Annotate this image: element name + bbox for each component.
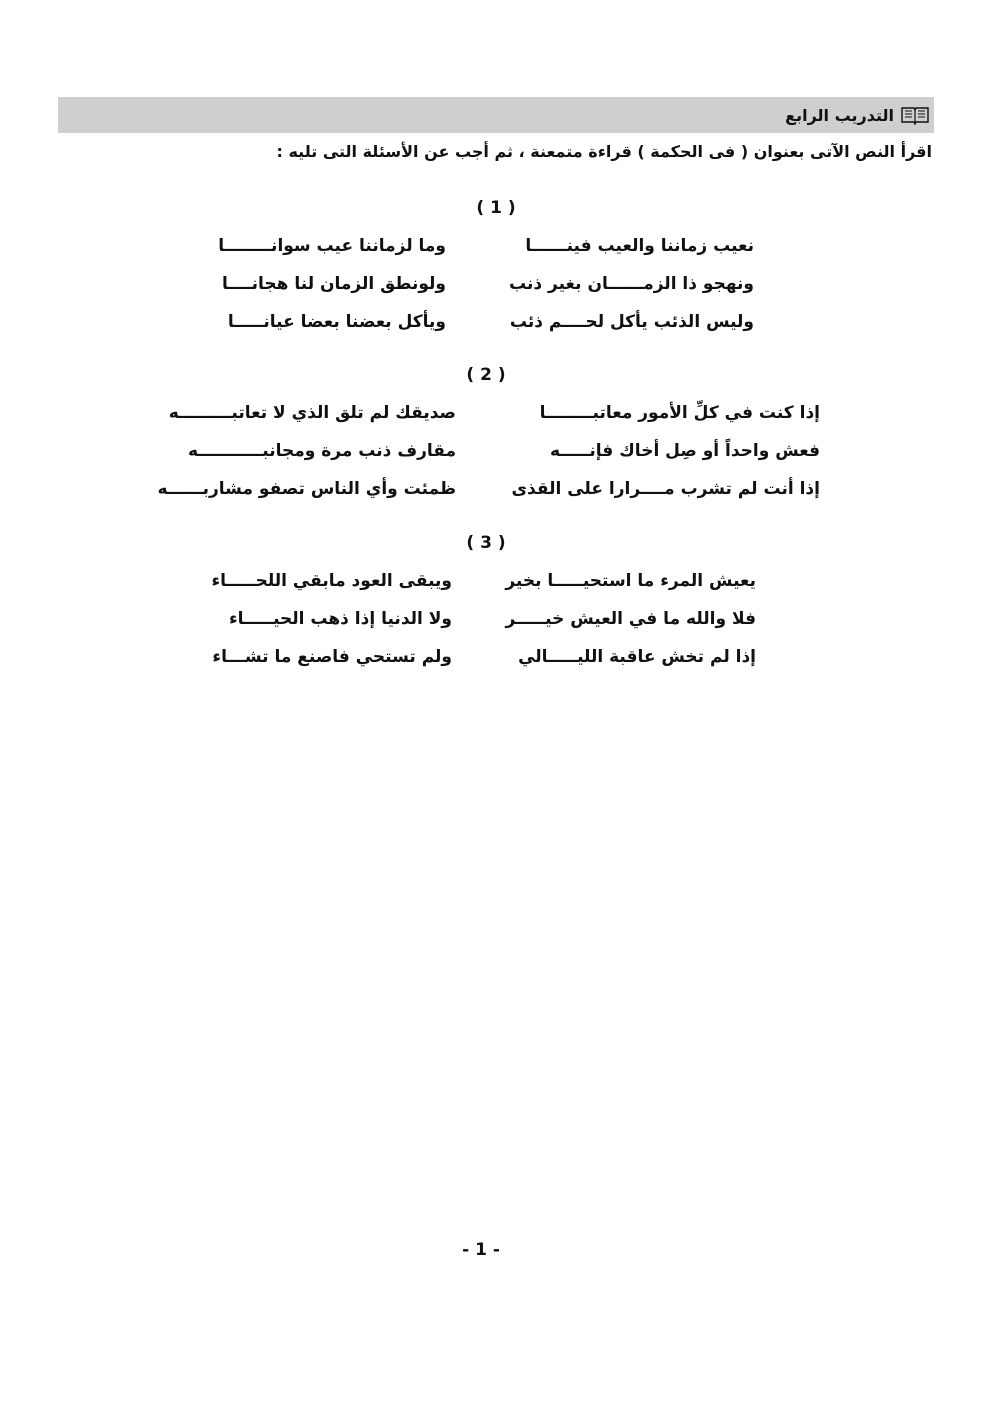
- verse-3-1-first: يعيش المرء ما استحيـــــا بخير: [505, 571, 756, 591]
- verse-3-3-first: إذا لم تخش عاقبة الليـــــالي: [518, 647, 756, 667]
- verse-1-2-first: ونهجو ذا الزمــــــان بغير ذنب: [509, 274, 754, 294]
- verse-1-1-second: وما لزماننا عيب سوانــــــــا: [218, 236, 446, 256]
- section-number-1: ( 1 ): [476, 198, 516, 218]
- verse-2-1-second: صديقك لم تلق الذي لا تعاتبـــــــــه: [168, 403, 456, 423]
- verse-2-3-second: ظمئت وأي الناس تصفو مشاربــــــه: [157, 479, 456, 499]
- verse-3-1-second: ويبقى العود مابقي اللحـــــاء: [211, 571, 452, 591]
- verse-1-3-first: وليس الذئب يأكل لحــــم ذئب: [509, 312, 754, 332]
- verse-2-2-first: فعش واحداً أو صِل أخاك فإنـــــه: [550, 441, 820, 461]
- verse-2-1-first: إذا كنت في كلِّ الأمور معاتبــــــــا: [539, 403, 820, 423]
- section-number-3: ( 3 ): [466, 533, 506, 553]
- verse-3-2-second: ولا الدنيا إذا ذهب الحيـــــاء: [228, 609, 452, 629]
- exercise-title: التدريب الرابع: [785, 105, 894, 125]
- verse-1-3-second: ويأكل بعضنا بعضا عيانـــــا: [227, 312, 446, 332]
- verse-1-1-first: نعيب زماننا والعيب فينــــــا: [525, 236, 754, 256]
- verse-1-2-second: ولونطق الزمان لنا هجانــــا: [222, 274, 446, 294]
- exercise-header-bar: [58, 97, 934, 133]
- verse-2-2-second: مقارف ذنب مرة ومجانبـــــــــــه: [188, 441, 456, 461]
- verse-3-2-first: فلا والله ما في العيش خيـــــر: [505, 609, 756, 629]
- open-book-icon: [900, 105, 930, 125]
- instruction-text: اقرأ النص الآتى بعنوان ( فى الحكمة ) قراءة متمعنة ، ثم أجب عن الأسئلة التى تليه :: [276, 142, 932, 161]
- verse-3-3-second: ولم تستحي فاصنع ما تشـــاء: [212, 647, 452, 667]
- verse-2-3-first: إذا أنت لم تشرب مــــرارا على القذى: [511, 479, 820, 499]
- page-number: - 1 -: [462, 1240, 500, 1260]
- section-number-2: ( 2 ): [466, 365, 506, 385]
